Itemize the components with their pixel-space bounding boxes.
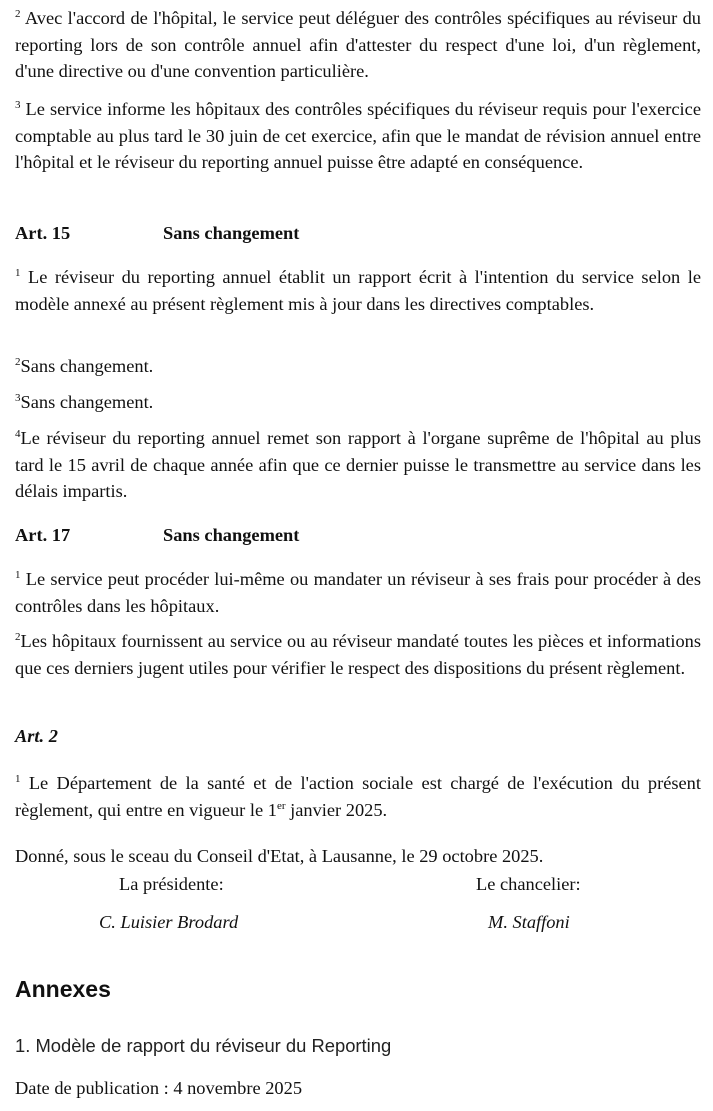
publication-date: Date de publication : 4 novembre 2025: [15, 1078, 303, 1098]
paragraph-2-number: 2: [15, 8, 21, 20]
paragraph-3: [15, 96, 701, 176]
art-17-alinea-2: [15, 628, 701, 681]
art-15-alinea-4-text: Le réviseur du reporting annuel remet son rapport à l'organe suprême de l'hôpital au plus tard le 15 avril de chaque année afin que ce dernier puisse le transmettre au service dans les délais impartis.: [15, 428, 701, 501]
art-15-alinea-3-text: Sans changement.: [20, 392, 154, 412]
art-15-alinea-4: [15, 425, 701, 505]
art-2-alinea-1-sup: er: [276, 799, 286, 812]
art-15-alinea-3: [15, 389, 701, 416]
art-15-label: Art. 15: [15, 223, 71, 243]
art-17-status: Sans changement: [163, 525, 300, 545]
paragraph-2-text: Avec l'accord de l'hôpital, le service peut déléguer des contrôles spécifiques au réviseur du reporting lors de son contrôle annuel afin d'attester du respect d'une loi, d'un règlement, d'une directive ou d'une convention particulière.: [15, 8, 701, 81]
art-17-label: Art. 17: [15, 525, 71, 545]
annex-item-1[interactable]: 1. Modèle de rapport du réviseur du Reporting: [15, 1035, 392, 1056]
art-17-alinea-1: [15, 566, 701, 619]
art-15-alinea-1-number: 1: [15, 267, 21, 279]
signatory-names-row: [15, 912, 701, 938]
chancellor-title: Le chancelier:: [476, 874, 581, 894]
president-name: C. Luisier Brodard: [99, 912, 239, 932]
art-15-alinea-2-number: 2: [15, 356, 21, 368]
president-title: La présidente:: [119, 874, 224, 894]
annexes-title: Annexes: [15, 976, 111, 1002]
art-15-alinea-4-number: 4: [15, 428, 21, 440]
art-15-alinea-1: [15, 264, 701, 317]
art-17-heading: [15, 523, 701, 547]
art-15-alinea-2: [15, 353, 701, 380]
art-2-alinea-1-text: Le Département de la santé et de l'action sociale est chargé de l'exécution du présent règlement, qui entre en vigueur le 1: [15, 773, 701, 820]
art-17-alinea-2-text: Les hôpitaux fournissent au service ou au réviseur mandaté toutes les pièces et informations que ces derniers jugent utiles pour vérifier le respect des dispositions du présent règlement.: [15, 631, 701, 678]
art-17-alinea-2-number: 2: [15, 631, 21, 643]
art-17-alinea-1-text: Le service peut procéder lui-même ou mandater un réviseur à ses frais pour procéder à des contrôles dans les hôpitaux.: [15, 569, 701, 616]
art-15-alinea-3-number: 3: [15, 392, 21, 404]
paragraph-2: [15, 5, 701, 85]
art-15-heading: [15, 221, 701, 245]
art-15-alinea-2-text: Sans changement.: [20, 356, 154, 376]
art-2-alinea-1-number: 1: [15, 773, 21, 785]
paragraph-3-number: 3: [15, 99, 21, 111]
given-under-seal-text: Donné, sous le sceau du Conseil d'Etat, à Lausanne, le 29 octobre 2025.: [15, 846, 544, 866]
art-2-heading: Art. 2: [15, 726, 58, 746]
signatory-titles-row: [15, 874, 701, 900]
art-2-alinea-1: [15, 770, 701, 823]
art-2-alinea-1-text-end: janvier 2025.: [285, 799, 388, 820]
chancellor-name: M. Staffoni: [488, 912, 570, 932]
art-15-status: Sans changement: [163, 223, 300, 243]
art-15-alinea-1-text: Le réviseur du reporting annuel établit un rapport écrit à l'intention du service selon le modèle annexé au présent règlement mis à jour dans les directives comptables.: [15, 267, 701, 314]
art-17-alinea-1-number: 1: [15, 569, 21, 581]
paragraph-3-text: Le service informe les hôpitaux des contrôles spécifiques du réviseur requis pour l'exercice comptable au plus tard le 30 juin de cet exercice, afin que le mandat de révision annuel entre l'hôpital et le réviseur du reporting annuel puisse être adapté en conséquence.: [15, 99, 701, 172]
